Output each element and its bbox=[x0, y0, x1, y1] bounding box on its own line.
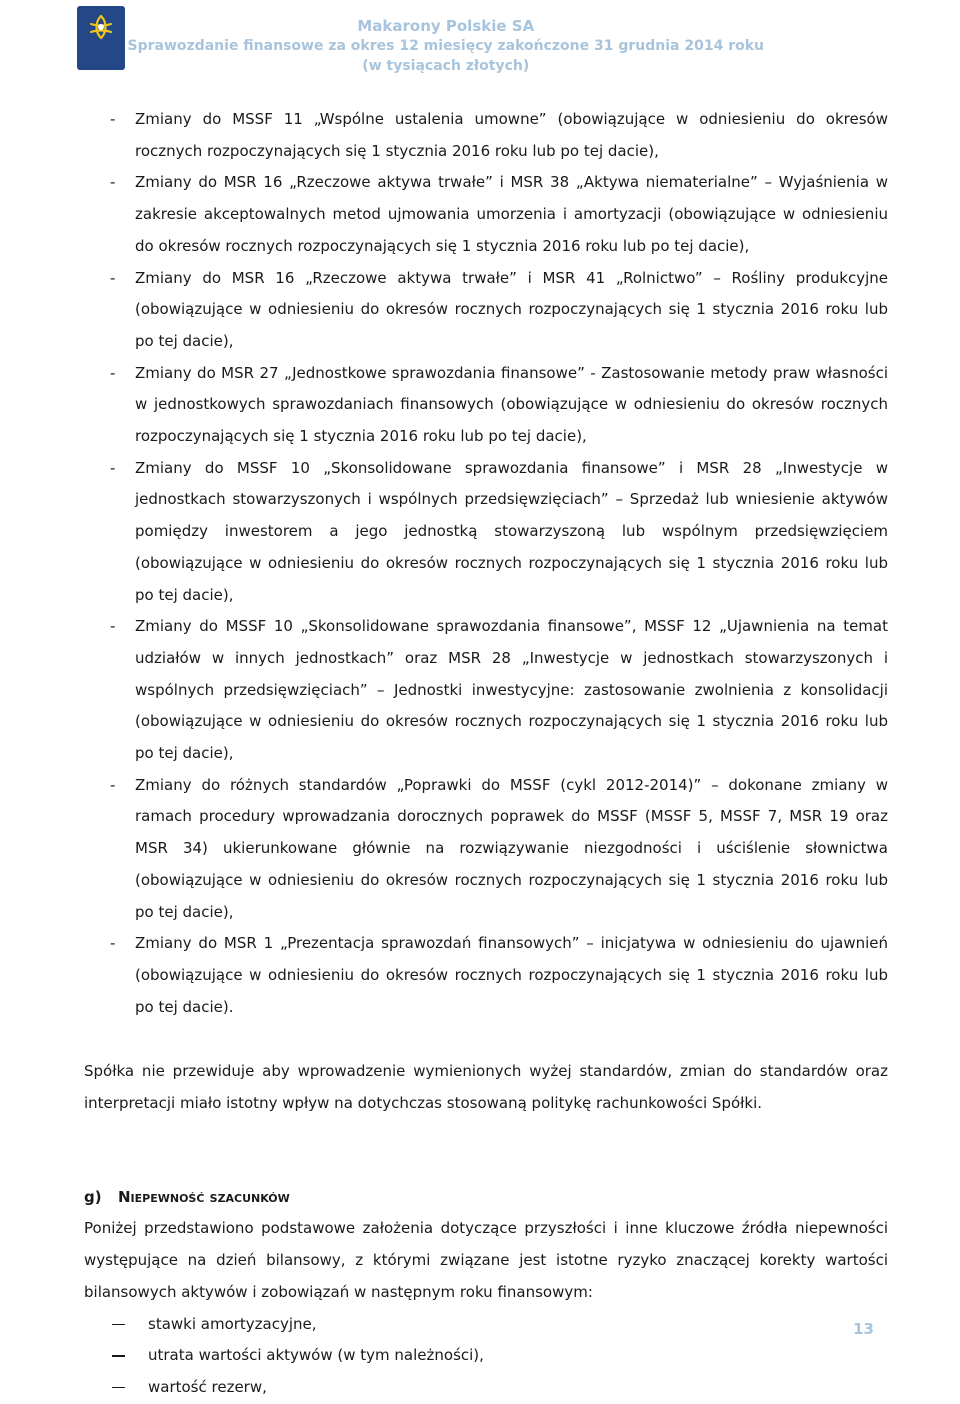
list-item: - Zmiany do MSSF 10 „Skonsolidowane sprawozdania finansowe” i MSR 28 „Inwestycje w jednostkach stowarzyszonych i wspólnych przedsięwzięciach” – Sprzedaż lub wniesienie aktywów pomiędzy inwestorem a jego jednostką stowarzyszoną lub wspólnym przedsięwzięciem (obowiązujące w odniesieniu do okresów rocznych rozpoczynających się 1 stycznia 2016 roku lub po tej dacie), bbox=[84, 453, 888, 612]
report-units: (w tysiącach złotych) bbox=[362, 58, 530, 74]
list-item: - Zmiany do MSR 27 „Jednostkowe sprawozdania finansowe” - Zastosowanie metody praw własności w jednostkowych sprawozdaniach finansowych (obowiązujące w odniesieniu do okresów rocznych rozpoczynających się 1 stycznia 2016 roku lub po tej dacie), bbox=[84, 358, 888, 453]
list-item: - Zmiany do MSR 16 „Rzeczowe aktywa trwałe” i MSR 38 „Aktywa niematerialne” – Wyjaśnienia w zakresie akceptowalnych metod ujmowania umorzenia i amortyzacji (obowiązujące w odniesieniu do okresów rocznych rozpoczynających się 1 stycznia 2016 roku lub po tej dacie), bbox=[84, 167, 888, 262]
list-item-text: Zmiany do różnych standardów „Poprawki do MSSF (cykl 2012-2014)” – dokonane zmiany w ramach procedury wprowadzania dorocznych poprawek do MSSF (MSSF 5, MSSF 7, MSR 19 oraz MSR 34) ukierunkowane głównie na rozwiązywanie niezgodności i uściślenie słownictwa (obowiązujące w odniesieniu do okresów rocznych rozpoczynających się 1 stycznia 2016 roku lub po tej dacie), bbox=[135, 775, 888, 921]
list-item: - Zmiany do różnych standardów „Poprawki do MSSF (cykl 2012-2014)” – dokonane zmiany w ramach procedury wprowadzania dorocznych poprawek do MSSF (MSSF 5, MSSF 7, MSR 19 oraz MSR 34) ukierunkowane głównie na rozwiązywanie niezgodności i uściślenie słownictwa (obowiązujące w odniesieniu do okresów rocznych rozpoczynających się 1 stycznia 2016 roku lub po tej dacie), bbox=[84, 770, 888, 929]
list-item-text: Zmiany do MSR 16 „Rzeczowe aktywa trwałe” i MSR 38 „Aktywa niematerialne” – Wyjaśnienia w zakresie akceptowalnych metod ujmowania umorzenia i amortyzacji (obowiązujące w odniesieniu do okresów rocznych rozpoczynających się 1 stycznia 2016 roku lub po tej dacie), bbox=[135, 173, 888, 255]
list-item: - Zmiany do MSSF 10 „Skonsolidowane sprawozdania finansowe”, MSSF 12 „Ujawnienia na temat udziałów w innych jednostkach” oraz MSR 28 „Inwestycje w jednostkach stowarzyszonych i wspólnych przedsięwzięciach” – Jednostki inwestycyjne: zastosowanie zwolnienia z konsolidacji (obowiązujące w odniesieniu do okresów rocznych rozpoczynających się 1 stycznia 2016 roku lub po tej dacie), bbox=[84, 611, 888, 770]
list-item bbox=[84, 1340, 888, 1372]
document-header bbox=[128, 16, 764, 76]
section-title: Niepewność szacunków bbox=[118, 1187, 290, 1206]
list-item-text: Zmiany do MSR 27 „Jednostkowe sprawozdania finansowe” - Zastosowanie metody praw własności w jednostkowych sprawozdaniach finansowych (obowiązujące w odniesieniu do okresów rocznych rozpoczynających się 1 stycznia 2016 roku lub po tej dacie), bbox=[135, 363, 888, 446]
list-item-text: wartość rezerw, bbox=[148, 1377, 267, 1396]
list-item-text: Zmiany do MSR 1 „Prezentacja sprawozdań finansowych” – inicjatywa w odniesieniu do ujawnień (obowiązujące w odniesieniu do okresów rocznych rozpoczynających się 1 stycznia 2016 roku lub po tej dacie). bbox=[135, 934, 888, 1016]
list-item-text: Zmiany do MSSF 10 „Skonsolidowane sprawozdania finansowe”, MSSF 12 „Ujawnienia na temat udziałów w innych jednostkach” oraz MSR 28 „Inwestycje w jednostkach stowarzyszonych i wspólnych przedsięwzięciach” – Jednostki inwestycyjne: zastosowanie zwolnienia z konsolidacji (obowiązujące w odniesieniu do okresów rocznych rozpoczynających się 1 stycznia 2016 roku lub po tej dacie), bbox=[135, 617, 888, 763]
estimates-list bbox=[84, 1309, 888, 1404]
list-item: - Zmiany do MSR 16 „Rzeczowe aktywa trwałe” i MSR 41 „Rolnictwo” – Rośliny produkcyjne (obowiązujące w odniesieniu do okresów rocznych rozpoczynających się 1 stycznia 2016 roku lub po tej dacie), bbox=[84, 263, 888, 358]
list-item: - Zmiany do MSR 1 „Prezentacja sprawozdań finansowych” – inicjatywa w odniesieniu do ujawnień (obowiązujące w odniesieniu do okresów rocznych rozpoczynających się 1 stycznia 2016 roku lub po tej dacie). bbox=[84, 928, 888, 1023]
list-item-text: Zmiany do MSSF 11 „Wspólne ustalenia umowne” (obowiązujące w odniesieniu do okresów rocznych rozpoczynających się 1 stycznia 2016 roku lub po tej dacie), bbox=[135, 110, 888, 160]
list-item-text: Zmiany do MSSF 10 „Skonsolidowane sprawozdania finansowe” i MSR 28 „Inwestycje w jednostkach stowarzyszonych i wspólnych przedsięwzięciach” – Sprzedaż lub wniesienie aktywów pomiędzy inwestorem a jego jednostką stowarzyszoną lub wspólnym przedsięwzięciem (obowiązujące w odniesieniu do okresów rocznych rozpoczynających się 1 stycznia 2016 roku lub po tej dacie), bbox=[135, 458, 888, 604]
page-number: 13 bbox=[853, 1320, 874, 1338]
dash-bullet-icon bbox=[112, 1355, 125, 1356]
list-item: - Zmiany do MSSF 11 „Wspólne ustalenia umowne” (obowiązujące w odniesieniu do okresów rocznych rozpoczynających się 1 stycznia 2016 roku lub po tej dacie), bbox=[84, 104, 888, 167]
list-item-text: stawki amortyzacyjne, bbox=[148, 1314, 317, 1333]
estimates-paragraph: Poniżej przedstawiono podstawowe założenia dotyczące przyszłości i inne kluczowe źródła niepewności występujące na dzień bilansowy, z którymi związane jest istotne ryzyko znaczącej korekty wartości bilansowych aktywów i zobowiązań w następnym roku finansowym: bbox=[84, 1219, 888, 1301]
list-item-text: utrata wartości aktywów (w tym należności), bbox=[148, 1346, 484, 1365]
section-heading bbox=[84, 1182, 888, 1214]
dash-bullet-icon bbox=[112, 1324, 125, 1325]
report-title: Sprawozdanie finansowe za okres 12 miesięcy zakończone 31 grudnia 2014 roku bbox=[127, 38, 764, 54]
document-body bbox=[84, 104, 888, 1404]
impact-paragraph: Spółka nie przewiduje aby wprowadzenie wymienionych wyżej standardów, zmian do standardów oraz interpretacji miało istotny wpływ na dotychczas stosowaną politykę rachunkowości Spółki. bbox=[84, 1062, 888, 1113]
section-letter: g) bbox=[84, 1187, 102, 1206]
list-item-text: Zmiany do MSR 16 „Rzeczowe aktywa trwałe” i MSR 41 „Rolnictwo” – Rośliny produkcyjne (obowiązujące w odniesieniu do okresów rocznych rozpoczynających się 1 stycznia 2016 roku lub po tej dacie), bbox=[135, 268, 888, 350]
dash-bullet-icon bbox=[112, 1387, 125, 1388]
list-item bbox=[84, 1372, 888, 1404]
standards-changes-list bbox=[84, 104, 888, 1023]
company-logo bbox=[77, 6, 125, 70]
list-item bbox=[84, 1309, 888, 1341]
company-name: Makarony Polskie SA bbox=[357, 17, 535, 35]
